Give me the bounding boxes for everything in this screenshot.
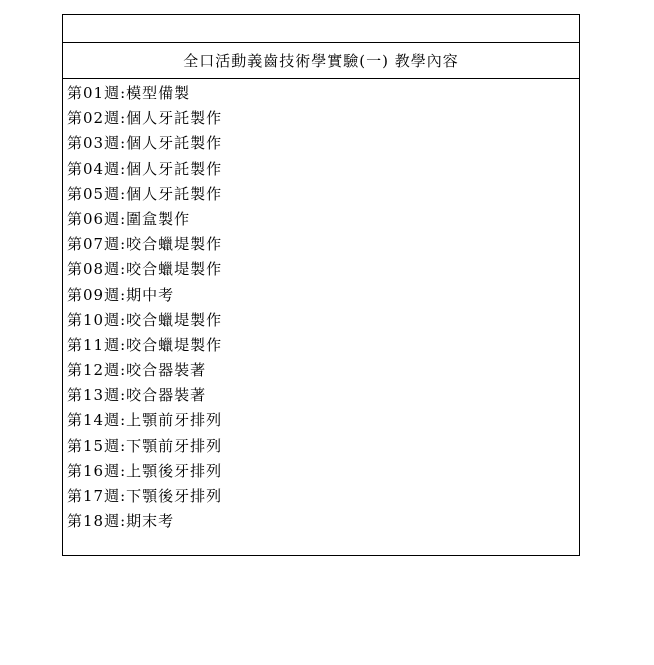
week-item-13: 第13週:咬合器裝著 [67, 386, 207, 405]
week-item-08: 第08週:咬合蠟堤製作 [67, 260, 223, 279]
week-item-14: 第14週:上顎前牙排列 [67, 411, 223, 430]
week-item-12: 第12週:咬合器裝著 [67, 361, 207, 380]
syllabus-frame [62, 14, 580, 556]
week-item-04: 第04週:個人牙託製作 [67, 159, 223, 178]
week-item-01: 第01週:模型備製 [67, 84, 191, 102]
week-item-18: 第18週:期末考 [67, 512, 175, 531]
week-item-09: 第09週:期中考 [67, 285, 175, 304]
week-item-06: 第06週:圍盒製作 [67, 209, 191, 228]
week-item-17: 第17週:下顎後牙排列 [67, 487, 223, 505]
week-item-07: 第07週:咬合蠟堤製作 [67, 235, 223, 254]
week-item-10: 第10週:咬合蠟堤製作 [67, 310, 223, 329]
week-item-11: 第11週:咬合蠟堤製作 [67, 335, 223, 354]
week-item-03: 第03週:個人牙託製作 [67, 134, 223, 153]
week-item-02: 第02週:個人牙託製作 [67, 109, 223, 128]
syllabus-title: 全口活動義齒技術學實驗(一) 教學內容 [63, 42, 579, 79]
week-item-16: 第16週:上顎後牙排列 [67, 461, 223, 480]
week-item-05: 第05週:個人牙託製作 [67, 184, 223, 203]
week-item-15: 第15週:下顎前牙排列 [67, 436, 223, 455]
week-list [67, 81, 222, 534]
